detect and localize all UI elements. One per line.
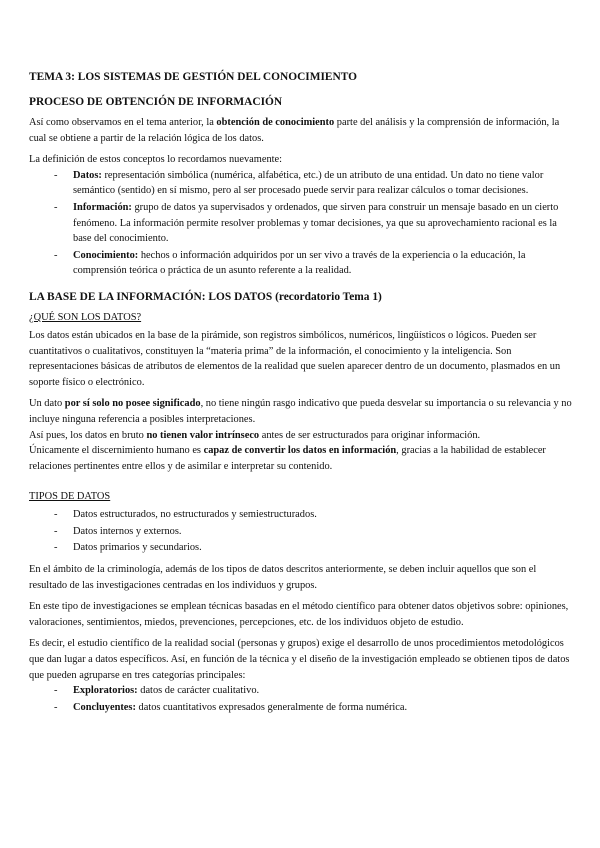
list-item: - Concluyentes: datos cuantitativos expresados generalmente de forma numérica. bbox=[54, 701, 408, 713]
subheading-tipos: TIPOS DE DATOS bbox=[29, 491, 111, 503]
section-heading-proceso: PROCESO DE OBTENCIÓN DE INFORMACIÓN bbox=[29, 96, 283, 108]
paragraph-datos-definicion: Los datos están ubicados en la base de la pirámide, son registros simbólicos, numéricos, lingüísticos o lógicos. Pueden ser cuantitativos o cualitativos, constituyen la “materia prima” de la información, el conocimiento y la inteligencia. Son representaciones básicas de atributos de elementos de la realidad que suelen aparecer dentro de un documento, plasmados en un soporte físico o electrónico. bbox=[29, 329, 561, 388]
paragraph-definiciones: La definición de estos conceptos lo recordamos nuevamente: bbox=[29, 154, 283, 166]
list-item: - Datos internos y externos. bbox=[54, 525, 182, 537]
paragraph-tecnicas: En este tipo de investigaciones se emplean técnicas basadas en el método científico para obtener datos objetivos sobre: opiniones, valoraciones, sentimientos, miedos, prevenciones, percepciones, etc. de los individuos objeto de estudio. bbox=[29, 601, 569, 628]
subheading-que-son: ¿QUÉ SON LOS DATOS? bbox=[29, 311, 142, 323]
paragraph-discernimiento: Únicamente el discernimiento humano es capaz de convertir los datos en información, gracias a la habilidad de establecer relaciones pertinentes entre ellos y de asimilar e interpretar su contenido. bbox=[29, 445, 546, 472]
list-item: - Información: grupo de datos ya supervisados y ordenados, que sirven para construir un mensaje basado en un cierto fenómeno. La información permite resolver problemas y tomar decisiones, ya que su aprovechamiento racional es la base del conocimiento. bbox=[54, 201, 559, 245]
paragraph-datos-bruto: Así pues, los datos en bruto no tienen valor intrínseco antes de ser estructurados para originar información. bbox=[29, 429, 481, 441]
categories-list bbox=[29, 683, 572, 715]
types-list bbox=[29, 507, 572, 556]
list-item: - Datos primarios y secundarios. bbox=[54, 542, 202, 554]
paragraph-estudio-cientifico: Es decir, el estudio científico de la realidad social (personas y grupos) exige el desarrollo de unos procedimientos metodológicos que dan lugar a datos específicos. Así, en función de la técnica y el diseño de la investigación empleado se obtienen tipos de datos que pueden agruparse en tres categorías principales: bbox=[29, 638, 570, 681]
paragraph-dato-significado: Un dato por sí solo no posee significado, no tiene ningún rasgo indicativo que pueda desvelar su importancia o su relevancia y no incluye ninguna referencia a posibles interpretaciones. bbox=[29, 398, 572, 425]
list-item: - Datos: representación simbólica (numérica, alfabética, etc.) de un atributo de una entidad. Un dato no tiene valor semántico (sentido) en sí mismo, pero al ser procesado puede servir para realizar cálculos o tomar decisiones. bbox=[54, 169, 544, 197]
document-title: TEMA 3: LOS SISTEMAS DE GESTIÓN DEL CONOCIMIENTO bbox=[29, 71, 357, 83]
paragraph-criminologia: En el ámbito de la criminología, además de los tipos de datos descritos anteriormente, se deben incluir aquellos que son el resultado de las investigaciones centradas en los individuos y grupos. bbox=[29, 564, 537, 591]
list-item: - Conocimiento: hechos o información adquiridos por un ser vivo a través de la experiencia o la educación, la comprensión teórica o práctica de un asunto referente a la realidad. bbox=[54, 249, 526, 277]
definition-list bbox=[29, 168, 572, 279]
list-item: - Datos estructurados, no estructurados y semiestructurados. bbox=[54, 509, 317, 521]
list-item: - Exploratorios: datos de carácter cualitativo. bbox=[54, 685, 260, 697]
section-heading-datos: LA BASE DE LA INFORMACIÓN: LOS DATOS (recordatorio Tema 1) bbox=[29, 290, 382, 303]
paragraph-intro: Así como observamos en el tema anterior, la obtención de conocimiento parte del análisis y la comprensión de información, la cual se obtiene a partir de la relación lógica de los datos. bbox=[29, 117, 560, 144]
